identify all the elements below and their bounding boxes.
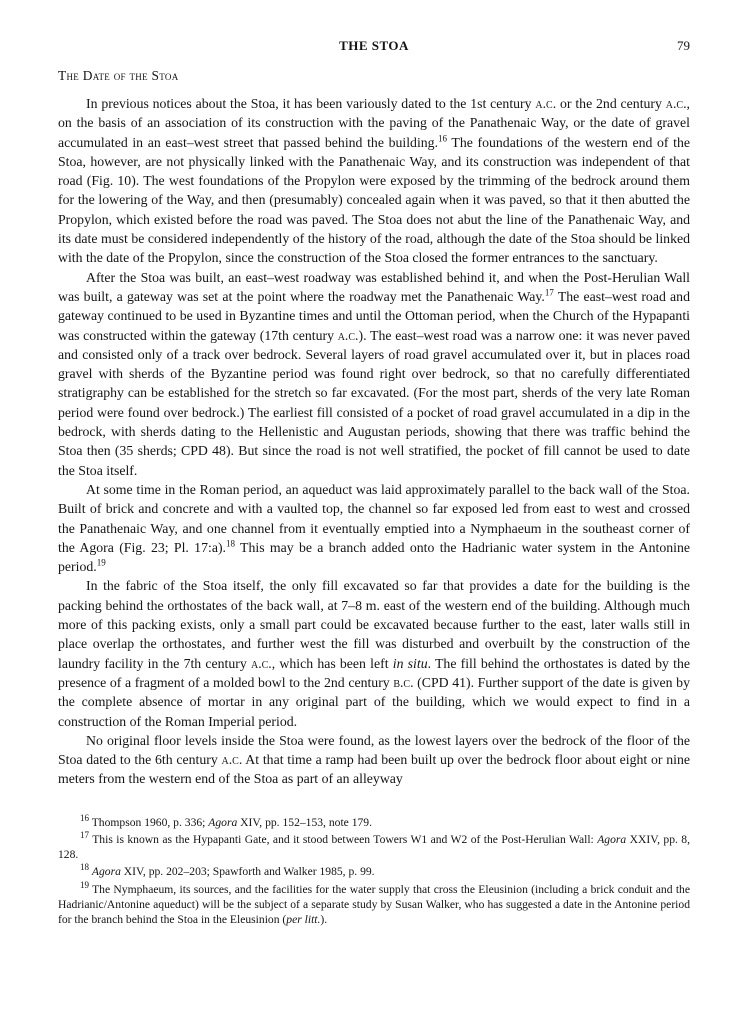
footnote-19: $^{19}$ The Nymphaeum, its sources, and the facilities for the water supply that cross the Eleusinion (including a brick conduit and the Hadrianic/Antonine aqueduct) will be the subject of a separate study by Susan Walker, who has suggested a date in the Antonine period for the branch behind the Stoa in the Eleusinion (per litt.).	[58, 879, 690, 926]
footnote-ref-17: 17	[544, 287, 554, 298]
paragraph-3: At some time in the Roman period, an aqueduct was laid approximately parallel to the back wall of the Stoa. Built of brick and concrete and with a vaulted top, the channel so far exposed led from east to west and crossed the Panathenaic Way, and one channel from it eventually emptied into a Nymphaeum in the southeast corner of the Agora (Fig. 23; Pl. 17:a).$^{18}$ This may be a branch added onto the Hadrianic water system in the Antonine period.$^{19}$	[58, 481, 690, 575]
paragraph-2: After the Stoa was built, an east–west roadway was established behind it, and when the Post-Herulian Wall was built, a gateway was set at the point where the roadway met the Panathenaic Way.$^{17}$ The east–west road and gateway continued to be used in Byzantine times and until the Ottoman period, when the Church of the Hypapanti was constructed within the gateway (17th century a.c.). The east–west road was a narrow one: it was never paved and consisted only of a track over bedrock. Several layers of road gravel accumulated over it, but in places road gravel with sherds of the Byzantine period was found right over bedrock, so that no carefully differentiated stratigraphy can be established for the stretch so far excavated. (For the most part, sherds of the very late Roman period were found over bedrock.) The earliest fill consisted of a pocket of road gravel accumulated in a dip in the bedrock, with sherds dating to the Hellenistic and Augustan periods, showing that there was traffic behind the Stoa then (35 sherds; CPD 48). But since the road is not well stratified, the pocket of fill cannot be used to date the Stoa itself.	[58, 269, 690, 478]
footnotes	[58, 812, 690, 927]
section-heading: The Date of the Stoa	[58, 68, 179, 83]
paragraph-4: In the fabric of the Stoa itself, the only fill excavated so far that provides a date for the building is the packing behind the orthostates of the back wall, at 7–8 m. east of the western end of the building. Although much more of this packing exists, only a small part could be excavated because further to the east, later walls still in place overlap the orthostates, and further west the fill was disturbed and overbuilt by the construction of the laundry facility in the 7th century a.c., which has been left in situ. The fill behind the orthostates is dated by the presence of a fragment of a molded bowl to the 2nd century b.c. (CPD 41). Further support of the date is given by the complete absence of mortar in any original part of the building, which we would expect to find in a construction of the Roman Imperial period.	[58, 578, 690, 729]
running-head	[58, 38, 690, 62]
footnote-16: $^{16}$ Thompson 1960, p. 336; Agora XIV, pp. 152–153, note 179.	[80, 812, 373, 829]
footnote-ref-18: 18	[225, 538, 235, 549]
page	[58, 38, 690, 929]
footnote-17: $^{17}$ This is known as the Hypapanti Gate, and it stood between Towers W1 and W2 of the Post-Herulian Wall: Agora XXIV, pp. 8, 128.	[58, 830, 690, 862]
page-number: 79	[677, 38, 690, 53]
footnote-ref-16: 16	[438, 133, 448, 143]
footnote-18: $^{18}$ Agora XIV, pp. 202–203; Spawforth and Walker 1985, p. 99.	[80, 862, 375, 879]
paragraph-5: No original floor levels inside the Stoa were found, as the lowest layers over the bedrock of the floor of the Stoa dated to the 6th century a.c. At that time a ramp had been built up over the bedrock floor about eight or nine meters from the western end of the Stoa as part of an alleyway	[58, 732, 690, 787]
paragraph-1: In previous notices about the Stoa, it has been variously dated to the 1st century a.c. or the 2nd century a.c., on the basis of an association of its construction with the paving of the Panathenaic Way, or the date of gravel accumulated in an east–west street that passed behind the building.$^{16}$ The foundations of the western end of the Stoa, however, are not physically linked with the Panathenaic Way, and its construction was independent of that road (Fig. 10). The west foundations of the Propylon were exposed by the trimming of the bedrock around them for the lowering of the Way, and then (presumably) concealed again when it was paved, so that it then abutted the Propylon, which existed before the road was paved. The Stoa does not abut the line of the Panathenaic Way, and its date must be considered independently of the history of the road, although the date of the Stoa should be linked with the date of the Propylon, since the construction of the Stoa closed the former entrances to the sanctuary.	[58, 96, 690, 266]
running-title: THE STOA	[339, 38, 409, 53]
footnote-ref-19: 19	[96, 557, 106, 568]
body-text	[58, 94, 690, 789]
